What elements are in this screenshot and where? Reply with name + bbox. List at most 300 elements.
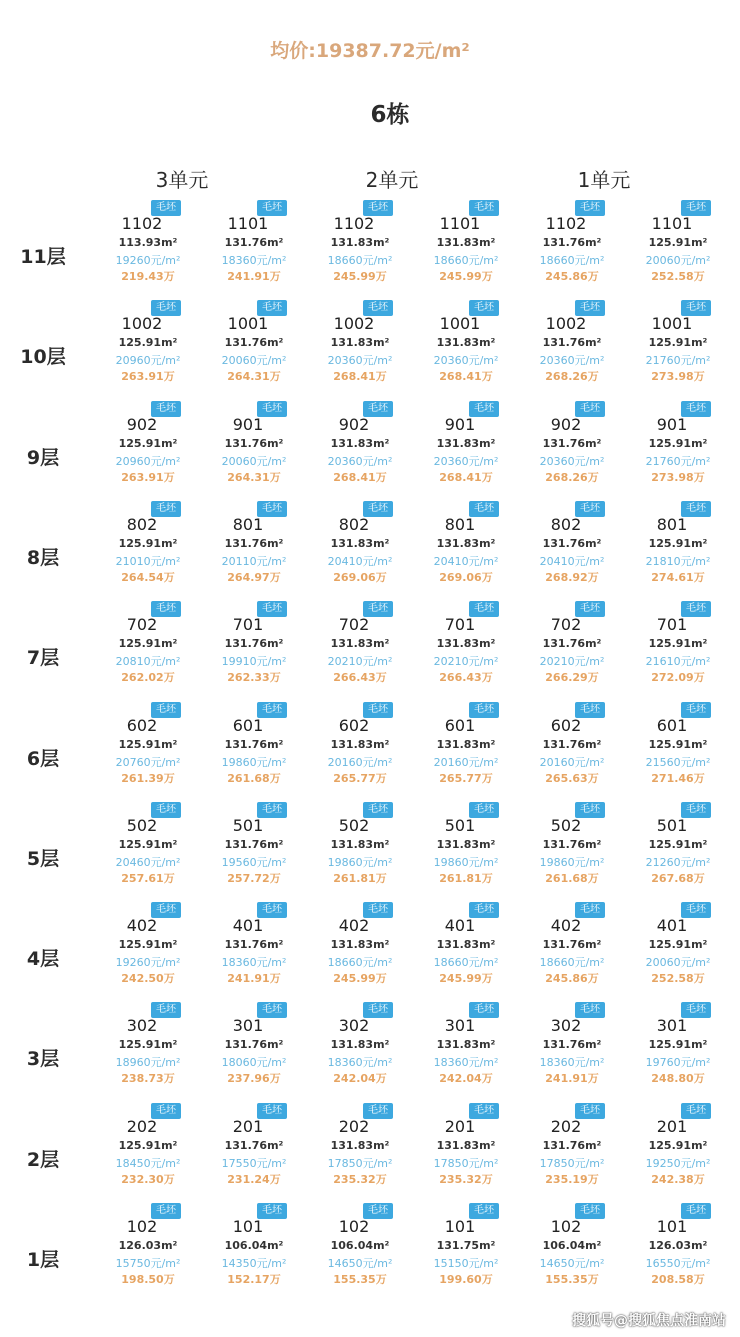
room-number: 1102	[121, 214, 163, 233]
status-badge: 毛坯	[363, 1203, 393, 1219]
unit-price: 20060元/m²	[645, 956, 711, 970]
total-price: 261.68万	[545, 871, 599, 885]
room-area: 125.91m²	[648, 436, 708, 450]
status-badge: 毛坯	[575, 601, 605, 617]
room-number: 501	[656, 815, 688, 835]
unit-cell[interactable]	[420, 501, 526, 593]
status-badge: 毛坯	[469, 802, 499, 818]
unit-cell[interactable]	[208, 501, 314, 593]
status-badge: 毛坯	[469, 1002, 499, 1018]
unit-price: 21760元/m²	[645, 454, 711, 468]
total-price: 261.81万	[439, 871, 493, 885]
status-badge: 毛坯	[363, 200, 393, 216]
unit-price: 21010元/m²	[115, 554, 181, 568]
room-area: 125.91m²	[118, 436, 178, 450]
unit-cell[interactable]	[420, 1103, 526, 1195]
unit-cell[interactable]	[102, 300, 208, 392]
unit-price: 19860元/m²	[539, 855, 605, 869]
room-area: 125.91m²	[648, 938, 708, 952]
total-price: 241.91万	[545, 1072, 599, 1086]
unit-cell[interactable]	[420, 702, 526, 794]
unit-cell[interactable]	[102, 702, 208, 794]
unit-cell[interactable]	[208, 902, 314, 994]
room-area: 131.75m²	[436, 1239, 496, 1252]
unit-price: 20210元/m²	[433, 655, 499, 669]
total-price: 268.41万	[333, 470, 387, 484]
room-number: 102	[126, 1217, 158, 1236]
unit-price: 20060元/m²	[221, 354, 287, 368]
unit-cell[interactable]	[526, 300, 632, 392]
unit-cell[interactable]	[314, 802, 420, 894]
unit-cell[interactable]	[526, 1203, 632, 1295]
room-area: 125.91m²	[648, 1138, 708, 1152]
status-badge: 毛坯	[363, 300, 393, 316]
status-badge: 毛坯	[257, 802, 287, 818]
unit-cell[interactable]	[526, 401, 632, 493]
total-price: 208.58万	[651, 1273, 705, 1286]
unit-price: 21260元/m²	[645, 855, 711, 869]
unit-price: 17850元/m²	[327, 1156, 393, 1170]
room-number: 302	[550, 1016, 582, 1036]
room-number: 901	[232, 414, 264, 434]
room-area: 131.76m²	[542, 536, 602, 550]
status-badge: 毛坯	[363, 401, 393, 417]
floor-label: 6层	[26, 747, 60, 770]
total-price: 237.96万	[227, 1072, 281, 1086]
room-number: 901	[444, 414, 476, 434]
status-badge: 毛坯	[257, 1203, 287, 1219]
unit-cell[interactable]	[526, 1002, 632, 1094]
total-price: 241.91万	[227, 270, 281, 283]
unit-cell[interactable]	[208, 601, 314, 693]
unit-price: 18660元/m²	[539, 956, 605, 970]
total-price: 242.50万	[121, 972, 175, 986]
room-area: 125.91m²	[648, 837, 708, 851]
room-area: 131.83m²	[436, 637, 496, 651]
room-area: 131.83m²	[330, 938, 390, 952]
room-area: 131.83m²	[436, 1038, 496, 1052]
unit-cell[interactable]	[632, 300, 738, 392]
total-price: 274.61万	[651, 570, 705, 584]
floor-label: 3层	[26, 1048, 60, 1071]
room-area: 131.76m²	[224, 336, 284, 350]
room-area: 131.83m²	[330, 336, 390, 350]
room-area: 131.76m²	[224, 1038, 284, 1052]
room-number: 1101	[651, 214, 693, 233]
status-badge: 毛坯	[257, 401, 287, 417]
room-area: 131.83m²	[330, 536, 390, 550]
unit-price: 20360元/m²	[539, 454, 605, 468]
room-number: 301	[656, 1016, 688, 1036]
room-number: 501	[232, 815, 264, 835]
unit-price: 20110元/m²	[221, 554, 287, 568]
room-area: 125.91m²	[648, 737, 708, 751]
room-number: 1002	[121, 314, 163, 334]
floor-label: 4层	[26, 948, 60, 971]
floor-label: 11层	[20, 246, 66, 268]
room-number: 501	[444, 815, 476, 835]
unit-cell[interactable]	[208, 1002, 314, 1094]
unit-cell[interactable]	[102, 601, 208, 693]
total-price: 265.77万	[333, 771, 387, 785]
room-number: 202	[126, 1116, 158, 1136]
total-price: 245.99万	[333, 270, 387, 283]
unit-price: 19260元/m²	[115, 254, 181, 267]
total-price: 261.39万	[121, 771, 175, 785]
status-badge: 毛坯	[681, 902, 711, 918]
total-price: 241.91万	[227, 972, 281, 986]
room-number: 602	[126, 715, 158, 735]
unit-price: 18660元/m²	[433, 956, 499, 970]
room-area: 113.93m²	[118, 236, 178, 249]
total-price: 261.81万	[333, 871, 387, 885]
total-price: 242.04万	[439, 1072, 493, 1086]
room-area: 131.76m²	[542, 1038, 602, 1052]
unit-price: 15150元/m²	[433, 1257, 499, 1270]
unit-cell[interactable]	[208, 702, 314, 794]
room-area: 131.83m²	[330, 837, 390, 851]
room-number: 1001	[227, 314, 269, 334]
room-number: 1102	[545, 214, 587, 233]
room-area: 125.91m²	[118, 737, 178, 751]
total-price: 252.58万	[651, 270, 705, 283]
unit-cell[interactable]	[632, 401, 738, 493]
room-number: 101	[656, 1217, 688, 1236]
status-badge: 毛坯	[151, 1203, 181, 1219]
room-area: 131.76m²	[542, 1138, 602, 1152]
status-badge: 毛坯	[681, 1203, 711, 1219]
room-number: 301	[232, 1016, 264, 1036]
unit-cell[interactable]	[102, 902, 208, 994]
room-number: 101	[444, 1217, 476, 1236]
status-badge: 毛坯	[151, 300, 181, 316]
total-price: 273.98万	[651, 370, 705, 384]
status-badge: 毛坯	[469, 702, 499, 718]
room-number: 1102	[333, 214, 375, 233]
status-badge: 毛坯	[681, 601, 711, 617]
unit-cell[interactable]	[314, 1002, 420, 1094]
unit-price: 17850元/m²	[539, 1156, 605, 1170]
status-badge: 毛坯	[151, 601, 181, 617]
unit-cell[interactable]	[632, 1103, 738, 1195]
status-badge: 毛坯	[257, 300, 287, 316]
room-number: 101	[232, 1217, 264, 1236]
room-number: 602	[550, 715, 582, 735]
total-price: 264.97万	[227, 570, 281, 584]
room-number: 902	[126, 414, 158, 434]
status-badge: 毛坯	[363, 1103, 393, 1119]
status-badge: 毛坯	[575, 1002, 605, 1018]
status-badge: 毛坯	[151, 501, 181, 517]
total-price: 262.02万	[121, 671, 175, 685]
total-price: 268.92万	[545, 570, 599, 584]
status-badge: 毛坯	[151, 200, 181, 216]
status-badge: 毛坯	[681, 200, 711, 216]
room-area: 131.83m²	[436, 938, 496, 952]
average-price: 均价:19387.72元/m²	[270, 40, 470, 62]
unit-price: 18660元/m²	[327, 956, 393, 970]
unit-price: 16550元/m²	[645, 1257, 711, 1270]
unit-cell[interactable]	[208, 300, 314, 392]
room-area: 131.83m²	[436, 336, 496, 350]
unit-cell[interactable]	[632, 501, 738, 593]
total-price: 155.35万	[333, 1273, 387, 1286]
unit-cell[interactable]	[632, 200, 738, 292]
unit-cell[interactable]	[102, 401, 208, 493]
room-number: 401	[232, 916, 264, 936]
unit-cell[interactable]	[314, 702, 420, 794]
unit-cell[interactable]	[314, 401, 420, 493]
total-price: 198.50万	[121, 1273, 175, 1286]
total-price: 268.41万	[439, 470, 493, 484]
unit-price: 15750元/m²	[115, 1257, 181, 1270]
unit-cell[interactable]	[632, 1002, 738, 1094]
room-area: 125.91m²	[118, 1038, 178, 1052]
room-number: 601	[656, 715, 688, 735]
watermark: 搜狐号@搜狐焦点淮南站	[572, 1313, 726, 1329]
unit-price: 18660元/m²	[327, 254, 393, 267]
room-area: 131.83m²	[330, 236, 390, 249]
room-number: 302	[126, 1016, 158, 1036]
unit-price: 20210元/m²	[539, 655, 605, 669]
unit-cell[interactable]	[632, 802, 738, 894]
unit-cell[interactable]	[420, 401, 526, 493]
unit-cell[interactable]	[420, 802, 526, 894]
unit-cell[interactable]	[526, 702, 632, 794]
status-badge: 毛坯	[681, 1103, 711, 1119]
total-price: 273.98万	[651, 470, 705, 484]
unit-cell[interactable]	[526, 501, 632, 593]
unit-price: 20960元/m²	[115, 354, 181, 368]
room-number: 701	[232, 615, 264, 635]
room-area: 131.83m²	[330, 637, 390, 651]
room-number: 401	[444, 916, 476, 936]
status-badge: 毛坯	[363, 802, 393, 818]
room-area: 131.83m²	[436, 536, 496, 550]
room-area: 131.83m²	[330, 436, 390, 450]
unit-cell[interactable]	[632, 1203, 738, 1295]
total-price: 272.09万	[651, 671, 705, 685]
total-price: 266.43万	[333, 671, 387, 685]
building-title: 6栋	[370, 102, 410, 128]
room-number: 201	[444, 1116, 476, 1136]
total-price: 232.30万	[121, 1172, 175, 1186]
unit-price: 20160元/m²	[433, 755, 499, 769]
status-badge: 毛坯	[363, 702, 393, 718]
room-number: 202	[338, 1116, 370, 1136]
room-area: 131.76m²	[542, 837, 602, 851]
room-area: 131.76m²	[542, 236, 602, 249]
unit-cell[interactable]	[420, 601, 526, 693]
total-price: 269.06万	[439, 570, 493, 584]
unit-price: 20360元/m²	[539, 354, 605, 368]
room-area: 131.76m²	[224, 1138, 284, 1152]
unit-price: 18660元/m²	[539, 254, 605, 267]
total-price: 261.68万	[227, 771, 281, 785]
total-price: 252.58万	[651, 972, 705, 986]
unit-price: 20360元/m²	[433, 454, 499, 468]
unit-price: 14650元/m²	[539, 1257, 605, 1270]
unit-price: 21810元/m²	[645, 554, 711, 568]
room-number: 802	[550, 514, 582, 534]
room-number: 502	[550, 815, 582, 835]
room-area: 131.83m²	[330, 1138, 390, 1152]
unit-price: 19560元/m²	[221, 855, 287, 869]
unit-price: 19860元/m²	[327, 855, 393, 869]
unit-cell[interactable]	[314, 200, 420, 292]
room-number: 402	[338, 916, 370, 936]
unit-header-2: 2单元	[365, 168, 419, 192]
unit-cell[interactable]	[208, 401, 314, 493]
room-area: 125.91m²	[648, 637, 708, 651]
total-price: 264.31万	[227, 370, 281, 384]
unit-price: 14650元/m²	[327, 1257, 393, 1270]
total-price: 265.63万	[545, 771, 599, 785]
status-badge: 毛坯	[363, 601, 393, 617]
total-price: 219.43万	[121, 270, 175, 283]
unit-cell[interactable]	[420, 1203, 526, 1295]
unit-cell[interactable]	[102, 1103, 208, 1195]
room-area: 125.91m²	[118, 336, 178, 350]
unit-price: 20960元/m²	[115, 454, 181, 468]
room-number: 702	[338, 615, 370, 635]
room-number: 1002	[333, 314, 375, 334]
unit-cell[interactable]	[526, 601, 632, 693]
room-area: 126.03m²	[648, 1239, 708, 1252]
room-number: 601	[232, 715, 264, 735]
status-badge: 毛坯	[257, 601, 287, 617]
unit-price: 18360元/m²	[539, 1056, 605, 1070]
room-number: 801	[656, 514, 688, 534]
unit-price: 18360元/m²	[433, 1056, 499, 1070]
total-price: 268.26万	[545, 470, 599, 484]
room-number: 801	[232, 514, 264, 534]
status-badge: 毛坯	[575, 300, 605, 316]
room-area: 131.76m²	[542, 436, 602, 450]
unit-cell[interactable]	[420, 1002, 526, 1094]
total-price: 242.38万	[651, 1172, 705, 1186]
total-price: 248.80万	[651, 1072, 705, 1086]
room-area: 131.83m²	[330, 737, 390, 751]
total-price: 245.99万	[439, 972, 493, 986]
unit-cell[interactable]	[314, 601, 420, 693]
room-number: 601	[444, 715, 476, 735]
room-area: 131.83m²	[436, 737, 496, 751]
status-badge: 毛坯	[469, 1103, 499, 1119]
total-price: 266.29万	[545, 671, 599, 685]
room-area: 131.83m²	[330, 1038, 390, 1052]
total-price: 235.19万	[545, 1172, 599, 1186]
unit-cell[interactable]	[314, 300, 420, 392]
total-price: 268.26万	[545, 370, 599, 384]
status-badge: 毛坯	[363, 902, 393, 918]
total-price: 245.86万	[545, 270, 599, 283]
unit-cell[interactable]	[526, 802, 632, 894]
total-price: 245.99万	[333, 972, 387, 986]
room-area: 126.03m²	[118, 1239, 178, 1252]
unit-cell[interactable]	[420, 300, 526, 392]
room-area: 131.76m²	[542, 938, 602, 952]
unit-cell[interactable]	[102, 802, 208, 894]
unit-cell[interactable]	[314, 1203, 420, 1295]
room-area: 131.76m²	[224, 436, 284, 450]
unit-cell[interactable]	[208, 1203, 314, 1295]
unit-price: 20060元/m²	[221, 454, 287, 468]
status-badge: 毛坯	[469, 902, 499, 918]
status-badge: 毛坯	[681, 300, 711, 316]
room-area: 131.76m²	[224, 737, 284, 751]
unit-cell[interactable]	[102, 1203, 208, 1295]
room-number: 702	[126, 615, 158, 635]
room-area: 131.76m²	[224, 536, 284, 550]
total-price: 238.73万	[121, 1072, 175, 1086]
room-area: 131.83m²	[436, 236, 496, 249]
room-number: 102	[550, 1217, 582, 1236]
unit-price: 18660元/m²	[433, 254, 499, 267]
unit-header-1: 1单元	[577, 168, 631, 192]
unit-price: 20360元/m²	[433, 354, 499, 368]
unit-price: 20160元/m²	[327, 755, 393, 769]
room-number: 202	[550, 1116, 582, 1136]
status-badge: 毛坯	[469, 601, 499, 617]
unit-cell[interactable]	[102, 200, 208, 292]
status-badge: 毛坯	[257, 902, 287, 918]
unit-cell[interactable]	[420, 200, 526, 292]
unit-cell[interactable]	[632, 902, 738, 994]
unit-price: 21560元/m²	[645, 755, 711, 769]
status-badge: 毛坯	[257, 1103, 287, 1119]
unit-cell[interactable]	[526, 902, 632, 994]
total-price: 152.17万	[227, 1273, 281, 1286]
unit-cell[interactable]	[208, 802, 314, 894]
status-badge: 毛坯	[575, 200, 605, 216]
room-area: 131.76m²	[224, 837, 284, 851]
unit-cell[interactable]	[632, 601, 738, 693]
unit-cell[interactable]	[208, 200, 314, 292]
room-area: 125.91m²	[648, 1038, 708, 1052]
unit-cell[interactable]	[102, 501, 208, 593]
status-badge: 毛坯	[681, 702, 711, 718]
total-price: 268.41万	[439, 370, 493, 384]
unit-price: 17850元/m²	[433, 1156, 499, 1170]
unit-cell[interactable]	[314, 1103, 420, 1195]
room-number: 1101	[227, 214, 269, 233]
unit-cell[interactable]	[526, 200, 632, 292]
unit-cell[interactable]	[314, 902, 420, 994]
unit-price: 18360元/m²	[221, 254, 287, 267]
status-badge: 毛坯	[257, 702, 287, 718]
status-badge: 毛坯	[469, 401, 499, 417]
unit-cell[interactable]	[314, 501, 420, 593]
unit-price: 19910元/m²	[221, 655, 287, 669]
room-area: 125.91m²	[118, 536, 178, 550]
unit-cell[interactable]	[102, 1002, 208, 1094]
room-area: 131.76m²	[542, 637, 602, 651]
unit-price: 18450元/m²	[115, 1156, 181, 1170]
total-price: 242.04万	[333, 1072, 387, 1086]
unit-price: 19760元/m²	[645, 1056, 711, 1070]
unit-cell[interactable]	[420, 902, 526, 994]
status-badge: 毛坯	[363, 1002, 393, 1018]
unit-cell[interactable]	[526, 1103, 632, 1195]
unit-price: 19260元/m²	[115, 956, 181, 970]
unit-cell[interactable]	[632, 702, 738, 794]
status-badge: 毛坯	[575, 702, 605, 718]
unit-price: 19860元/m²	[433, 855, 499, 869]
unit-price: 20210元/m²	[327, 655, 393, 669]
unit-cell[interactable]	[208, 1103, 314, 1195]
room-number: 902	[550, 414, 582, 434]
